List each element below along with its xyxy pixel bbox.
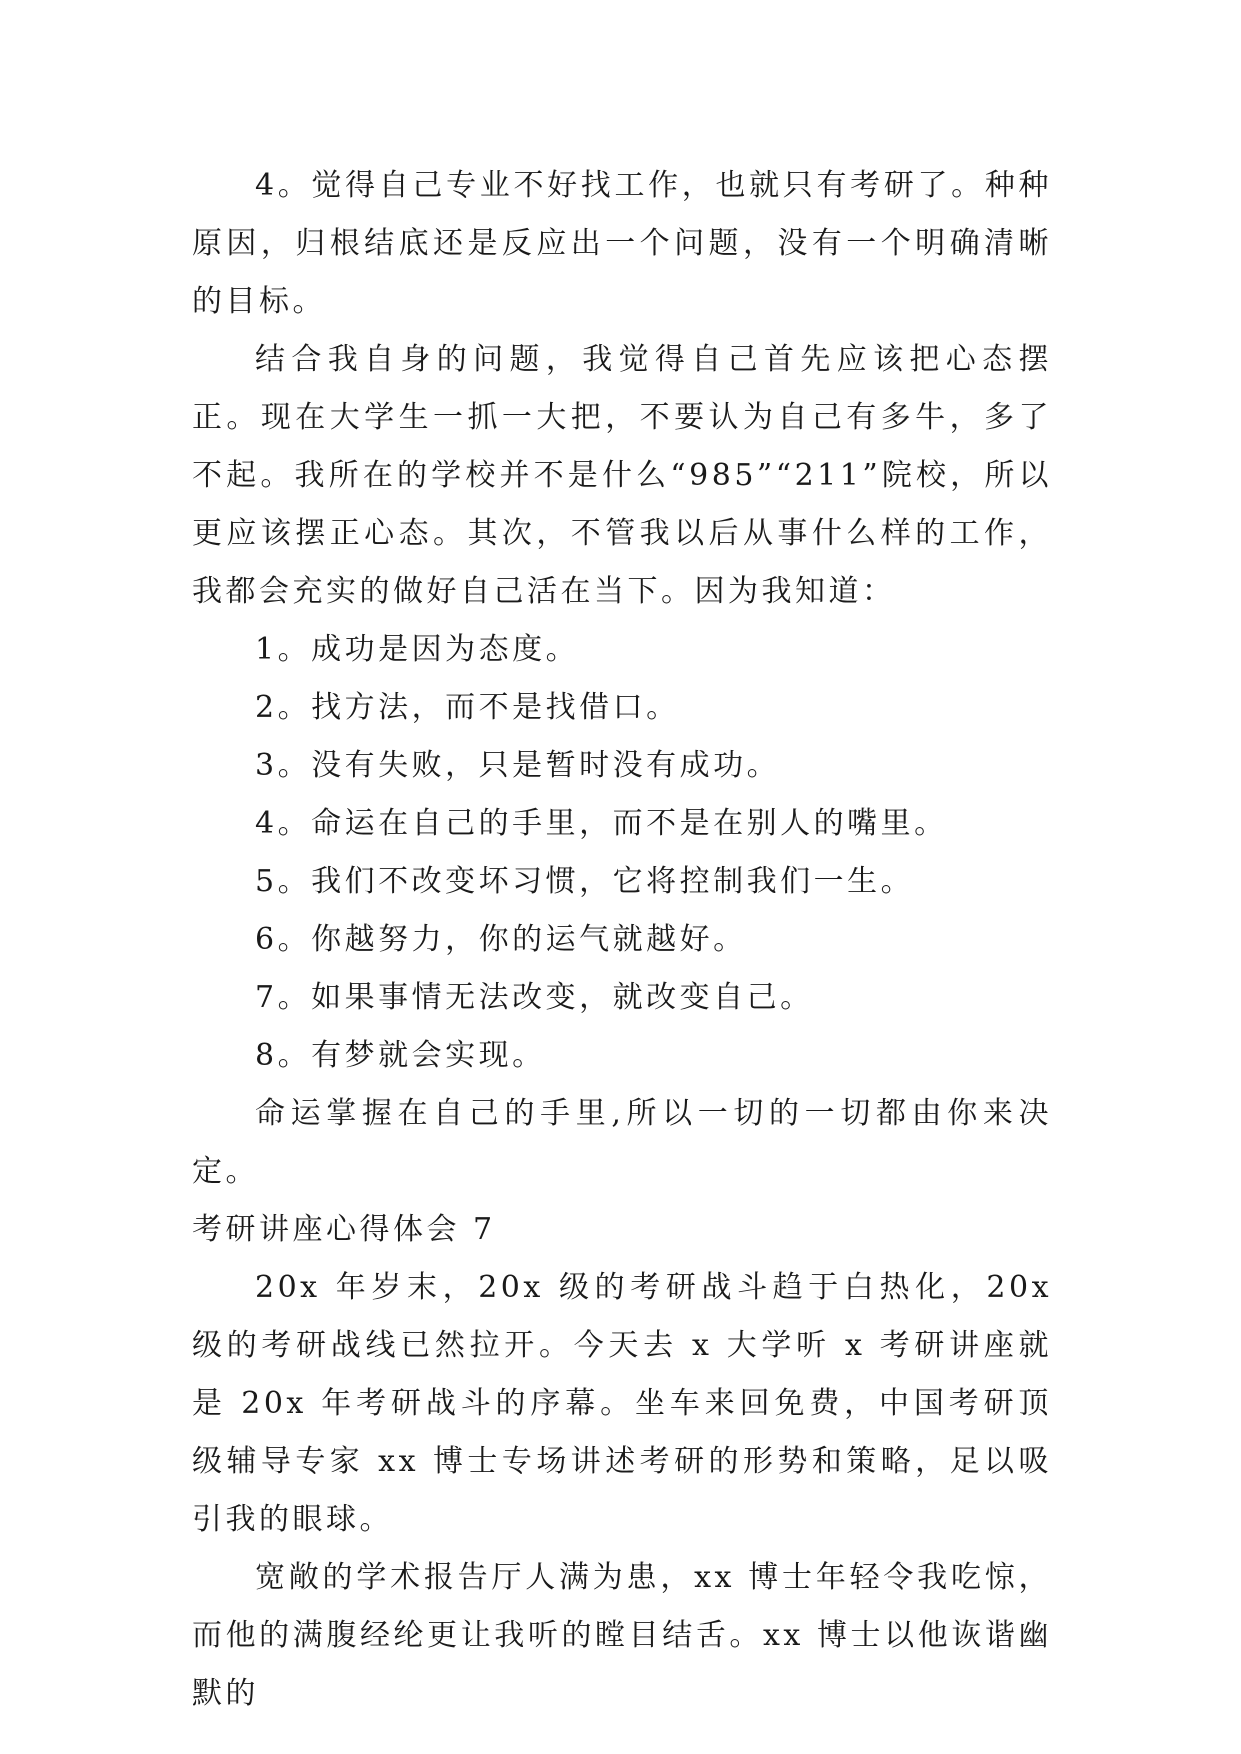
- document-page: [192, 157, 1052, 1723]
- list-item: 4。命运在自己的手里，而不是在别人的嘴里。: [255, 806, 948, 841]
- numbered-list: [192, 621, 1052, 1085]
- closing-sentence: 命运掌握在自己的手里,所以一切的一切都由你来决定。: [192, 1096, 1052, 1189]
- list-item: 6。你越努力，你的运气就越好。: [255, 922, 747, 957]
- paragraph-mindset: 结合我自身的问题，我觉得自己首先应该把心态摆正。现在大学生一抓一大把，不要认为自己有多牛，多了不起。我所在的学校并不是什么“985”“211”院校，所以更应该摆正心态。其次，不管我以后从事什么样的工作，我都会充实的做好自己活在当下。因为我知道：: [192, 342, 1052, 609]
- paragraph-lecture-intro: 20x 年岁末，20x 级的考研战斗趋于白热化，20x 级的考研战线已然拉开。今天去 x 大学听 x 考研讲座就是 20x 年考研战斗的序幕。坐车来回免费，中国考研顶级辅导专家 xx 博士专场讲述考研的形势和策略，足以吸引我的眼球。: [192, 1270, 1052, 1537]
- list-item: 2。找方法，而不是找借口。: [255, 690, 680, 725]
- list-item: 7。如果事情无法改变，就改变自己。: [255, 980, 814, 1015]
- list-item: 3。没有失败，只是暂时没有成功。: [255, 748, 781, 783]
- paragraph-lecture-hall: 宽敞的学术报告厅人满为患，xx 博士年轻令我吃惊，而他的满腹经纶更让我听的瞠目结舌。xx 博士以他诙谐幽默的: [192, 1560, 1052, 1711]
- list-item: 5。我们不改变坏习惯，它将控制我们一生。: [255, 864, 915, 899]
- list-item: 8。有梦就会实现。: [255, 1038, 546, 1073]
- list-item: 1。成功是因为态度。: [255, 632, 580, 667]
- section-title: 考研讲座心得体会 7: [192, 1212, 496, 1247]
- paragraph-reason-4: 4。觉得自己专业不好找工作，也就只有考研了。种种原因，归根结底还是反应出一个问题，没有一个明确清晰的目标。: [192, 168, 1052, 319]
